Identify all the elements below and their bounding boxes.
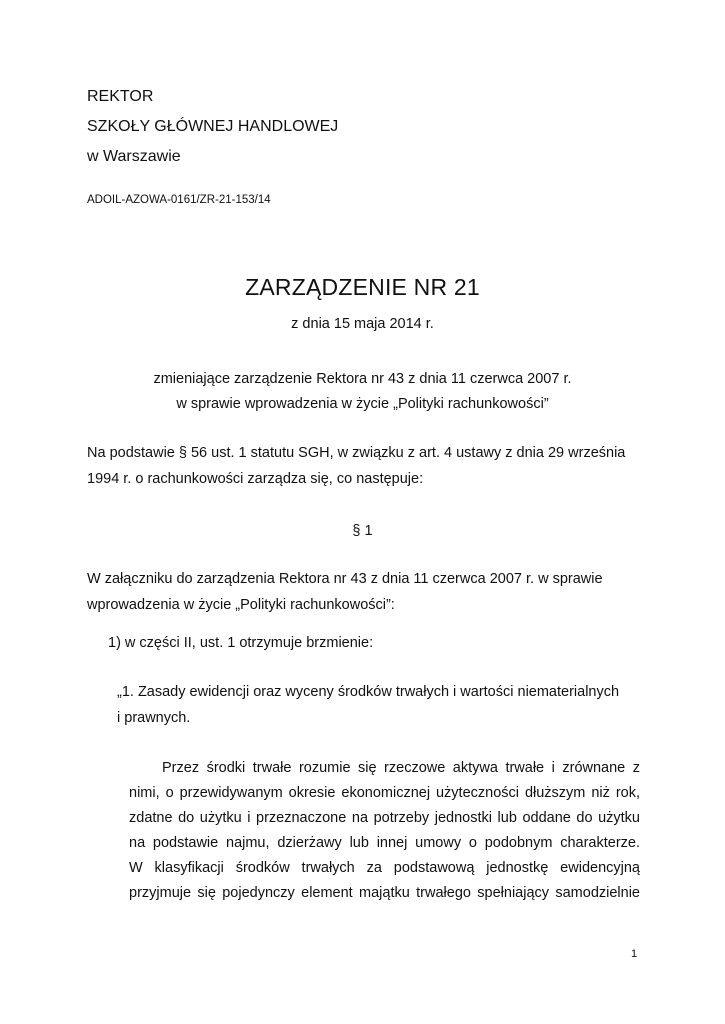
intro-line-2: wprowadzenia w życie „Polityki rachunkowości”:	[87, 597, 395, 613]
document-date: z dnia 15 maja 2014 r.	[291, 316, 434, 332]
section-mark: § 1	[352, 523, 373, 539]
preamble-line-2: 1994 r. o rachunkowości zarządza się, co następuje:	[87, 471, 424, 487]
issuer-line-3: w Warszawie	[87, 148, 181, 165]
paragraph-line-6: przyjmuje się pojedynczy element majątku trwałego spełniający samodzielnie	[129, 885, 640, 901]
paragraph-line-1: Przez środki trwałe rozumie się rzeczowe aktywa trwałe i zrównane z	[162, 760, 640, 776]
reference-number: ADOIL-AZOWA-0161/ZR-21-153/14	[87, 194, 271, 206]
paragraph-line-4: na podstawie najmu, dzierżawy lub innej umowy o podobnym charakterze.	[129, 835, 640, 851]
page-number: 1	[631, 948, 638, 960]
subject-line-1: zmieniające zarządzenie Rektora nr 43 z dnia 11 czerwca 2007 r.	[153, 371, 572, 387]
list-item-1: 1) w części II, ust. 1 otrzymuje brzmienie:	[108, 635, 374, 651]
preamble-line-1: Na podstawie § 56 ust. 1 statutu SGH, w związku z art. 4 ustawy z dnia 29 września	[87, 445, 626, 461]
paragraph-line-5: W klasyfikacji środków trwałych za podstawową jednostkę ewidencyjną	[129, 860, 640, 876]
paragraph-line-3: zdatne do użytku i przeznaczone na potrzeby jednostki lub oddane do użytku	[129, 810, 640, 826]
paragraph-line-2: nimi, o przewidywanym okresie ekonomicznej użyteczności dłuższym niż rok,	[129, 785, 640, 801]
issuer-line-2: SZKOŁY GŁÓWNEJ HANDLOWEJ	[87, 118, 339, 135]
quoted-heading-line-1: „1. Zasady ewidencji oraz wyceny środków trwałych i wartości niematerialnych	[117, 684, 620, 700]
subject-line-2: w sprawie wprowadzenia w życie „Polityki rachunkowości”	[176, 396, 549, 412]
issuer-line-1: REKTOR	[87, 88, 154, 105]
document-title: ZARZĄDZENIE NR 21	[245, 274, 480, 300]
intro-line-1: W załączniku do zarządzenia Rektora nr 43 z dnia 11 czerwca 2007 r. w sprawie	[87, 571, 603, 587]
quoted-heading-line-2: i prawnych.	[117, 710, 191, 726]
